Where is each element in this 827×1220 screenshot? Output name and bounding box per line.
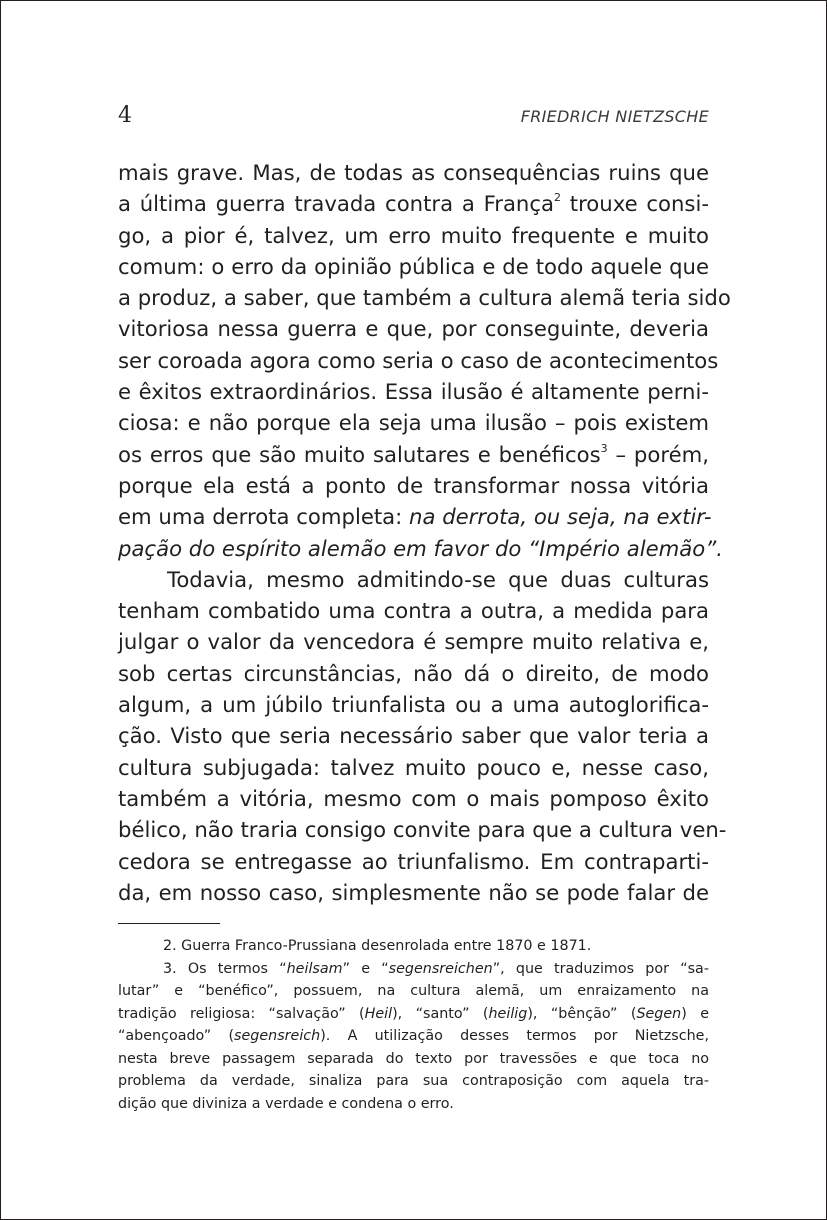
footnote-ref-3[interactable]: 3: [600, 441, 608, 455]
text-line: go, a pior é, talvez, um erro muito frequente e muito: [118, 222, 709, 248]
text-line: sob certas circunstâncias, não dá o direito, de modo: [118, 660, 709, 686]
running-title: FRIEDRICH NIETZSCHE: [520, 107, 709, 126]
text-line: [118, 533, 723, 564]
text-line: a produz, a saber, que também a cultura alemã teria sido: [118, 285, 731, 311]
text-line: cedora se entregasse ao triunfalismo. Em contraparti-: [118, 848, 709, 874]
page-number: 4: [118, 103, 132, 128]
footnote-separator: [118, 923, 220, 924]
footnote-3-line: lutar” e “benéfico”, possuem, na cultura alemã, um enraizamento na: [118, 983, 709, 999]
text-line: porque ela está a ponto de transformar nossa vitória: [118, 472, 709, 498]
footnote-3-line: problema da verdade, sinaliza para sua contraposição com aquela tra-: [118, 1073, 709, 1089]
text-line: vitoriosa nessa guerra e que, por conseguinte, deveria: [118, 316, 709, 342]
emphasis-text: na derrota, ou seja, na extir-: [409, 504, 712, 530]
text-line: também a vitória, mesmo com o mais pomposo êxito: [118, 785, 709, 811]
text-line: bélico, não traria consigo convite para que a cultura ven-: [118, 817, 727, 843]
text-line: cultura subjugada: talvez muito pouco e, nesse caso,: [118, 754, 709, 780]
emphasis-text: pação do espírito alemão em favor do “Império alemão”.: [118, 535, 723, 561]
text-line: comum: o erro da opinião pública e de todo aquele que: [118, 253, 709, 279]
main-text: [118, 157, 731, 908]
footnote-3-line: “abençoado” (segensreich). A utilização desses termos por Nietzsche,: [118, 1028, 709, 1044]
text-line: algum, a um júbilo triunfalista ou a uma autoglorifica-: [118, 692, 709, 718]
text-line: ser coroada agora como seria o caso de acontecimentos: [118, 347, 719, 373]
text-line: julgar o valor da vencedora é sempre muito relativa e,: [118, 629, 709, 655]
text-line: da, em nosso caso, simplesmente não se pode falar de: [118, 879, 709, 905]
text-line: ciosa: e não porque ela seja uma ilusão – pois existem: [118, 410, 709, 436]
text-line: os erros que são muito salutares e benéficos$^3$ – porém,: [118, 441, 709, 467]
text-line: mais grave. Mas, de todas as consequências ruins que: [118, 160, 709, 185]
text-line: Todavia, mesmo admitindo-se que duas culturas: [167, 566, 709, 592]
footnotes: [118, 935, 709, 1115]
footnote-3-line: tradição religiosa: “salvação” (Heil), “santo” (heilig), “bênção” (Segen) e: [118, 1005, 710, 1022]
footnote-ref-2[interactable]: 2: [554, 191, 561, 205]
footnote-3-line: nesta breve passagem separada do texto por travessões e que toca no: [118, 1050, 709, 1067]
footnote-2: 2. Guerra Franco-Prussiana desenrolada entre 1870 e 1871.: [163, 938, 592, 954]
text-line: a última guerra travada contra a França$^2$ trouxe consi-: [118, 191, 709, 217]
text-line: em uma derrota completa: na derrota, ou seja, na extir-: [118, 504, 712, 530]
text-line: ção. Visto que seria necessário saber que valor teria a: [118, 723, 709, 749]
text-line: e êxitos extraordinários. Essa ilusão é altamente perni-: [118, 379, 709, 405]
footnote-3-line: 3. Os termos “heilsam” e “segensreichen”, que traduzimos por “sa-: [163, 960, 709, 977]
footnote-3-line: dição que diviniza a verdade e condena o erro.: [118, 1095, 454, 1112]
text-line: tenham combatido uma contra a outra, a medida para: [118, 598, 709, 624]
